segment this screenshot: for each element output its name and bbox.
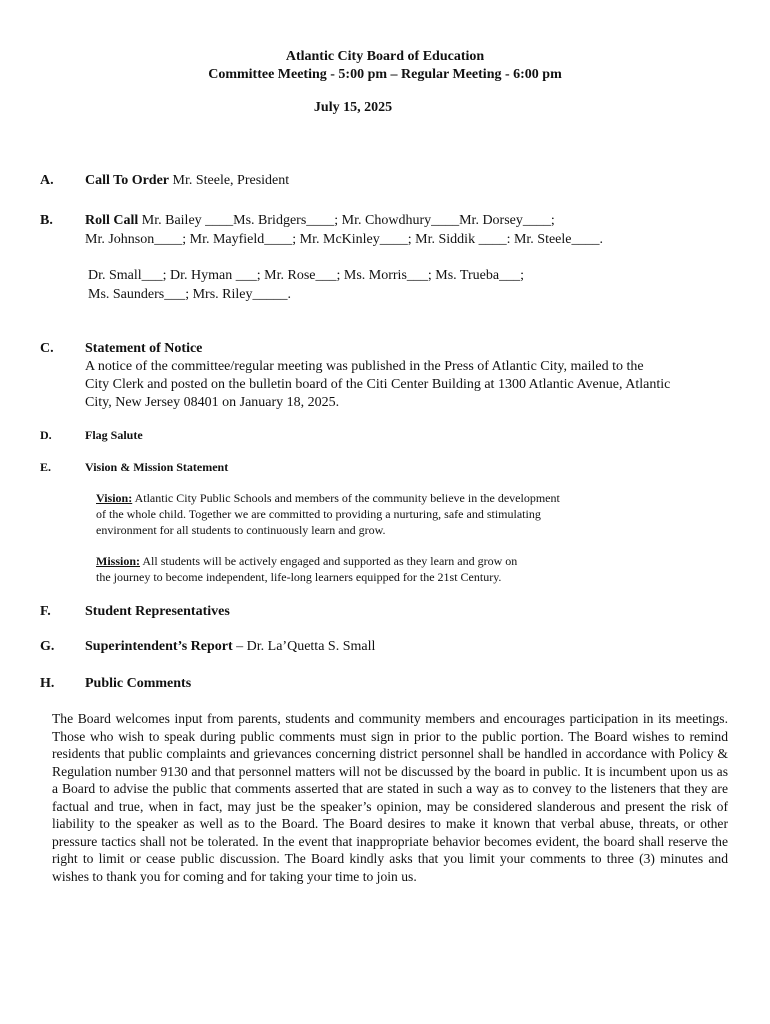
- vision-line-2: of the whole child. Together we are committed to providing a nurturing, safe and stimulating: [96, 507, 541, 521]
- section-d-letter: D.: [40, 428, 52, 442]
- roll-call-text-1: Mr. Bailey ____Ms. Bridgers____; Mr. Chowdhury____Mr. Dorsey____;: [141, 213, 555, 228]
- notice-line-3: City, New Jersey 08401 on January 18, 2025.: [85, 395, 340, 410]
- roll-call-line-1: [85, 212, 555, 230]
- section-g-title: Superintendent’s Report: [85, 639, 233, 654]
- section-h-letter: H.: [40, 676, 55, 691]
- roll-call-line-2: Mr. Johnson____; Mr. Mayfield____; Mr. McKinley____; Mr. Siddik ____: Mr. Steele____.: [85, 232, 603, 247]
- vision-line-1: [96, 490, 560, 506]
- vision-line-3: environment for all students to continuously learn and grow.: [96, 523, 386, 537]
- roll-call-line-4: Ms. Saunders___; Mrs. Riley_____.: [88, 287, 291, 302]
- notice-line-2: City Clerk and posted on the bulletin board of the Citi Center Building at 1300 Atlantic Avenue, Atlantic: [85, 377, 671, 392]
- mission-label: Mission:: [96, 554, 141, 568]
- section-a: [85, 172, 289, 190]
- section-g-letter: G.: [40, 639, 55, 654]
- section-f-title: Student Representatives: [85, 604, 230, 619]
- section-c-letter: C.: [40, 341, 54, 356]
- section-c-title: Statement of Notice: [85, 341, 203, 356]
- mission-line-1: [96, 553, 517, 569]
- roll-call-line-3: Dr. Small___; Dr. Hyman ___; Mr. Rose___; Ms. Morris___; Ms. Trueba___;: [88, 268, 524, 283]
- meeting-times: Committee Meeting - 5:00 pm – Regular Meeting - 6:00 pm: [208, 67, 562, 82]
- section-d-title: Flag Salute: [85, 428, 143, 442]
- public-comments-body: The Board welcomes input from parents, students and community members and encourages participation in its meetings. Those who wish to speak during public comments must sign in prior to the public portion. The Board wishes to remind residents that public complaints and grievances concerning district personnel shall be handled in accordance with Policy & Regulation number 9130 and that personnel matters will not be discussed by the board in public. It is incumbent upon us as a Board to advise the public that comments asserted that are stated in such a way as to convey to the listeners that they are factual and true, when in fact, may just be the speaker’s opinion, may be considered slanderous and present the risk of liability to the speaker as well as to the Board. The Board desires to make it known that verbal abuse, threats, or other pressure tactics shall not be tolerated. In the event that inappropriate behavior becomes evident, the board shall reserve the right to limit or cease public discussion. The Board kindly asks that you limit your comments to three (3) minutes and wishes to thank you for coming and for taking your time to join us.: [52, 711, 728, 884]
- section-f-letter: F.: [40, 604, 51, 619]
- vision-text-1: Atlantic City Public Schools and members of the community believe in the development: [134, 491, 560, 505]
- section-g-text: – Dr. La’Quetta S. Small: [236, 639, 376, 654]
- section-a-title: Call To Order: [85, 173, 170, 188]
- section-e-title: Vision & Mission Statement: [85, 460, 229, 474]
- section-a-text: Mr. Steele, President: [172, 173, 290, 188]
- section-g: [85, 638, 375, 656]
- meeting-date: July 15, 2025: [313, 100, 393, 115]
- mission-line-2: the journey to become independent, life-long learners equipped for the 21st Century.: [96, 570, 502, 584]
- org-title: Atlantic City Board of Education: [285, 49, 485, 64]
- section-e-letter: E.: [40, 460, 52, 474]
- notice-line-1: A notice of the committee/regular meeting was published in the Press of Atlantic City, mailed to the: [85, 359, 644, 374]
- vision-label: Vision:: [96, 491, 133, 505]
- mission-text-1: All students will be actively engaged and supported as they learn and grow on: [142, 554, 518, 568]
- section-h-title: Public Comments: [85, 676, 192, 691]
- section-b-letter: B.: [40, 213, 53, 228]
- section-b-title: Roll Call: [85, 213, 139, 228]
- section-a-letter: A.: [40, 173, 54, 188]
